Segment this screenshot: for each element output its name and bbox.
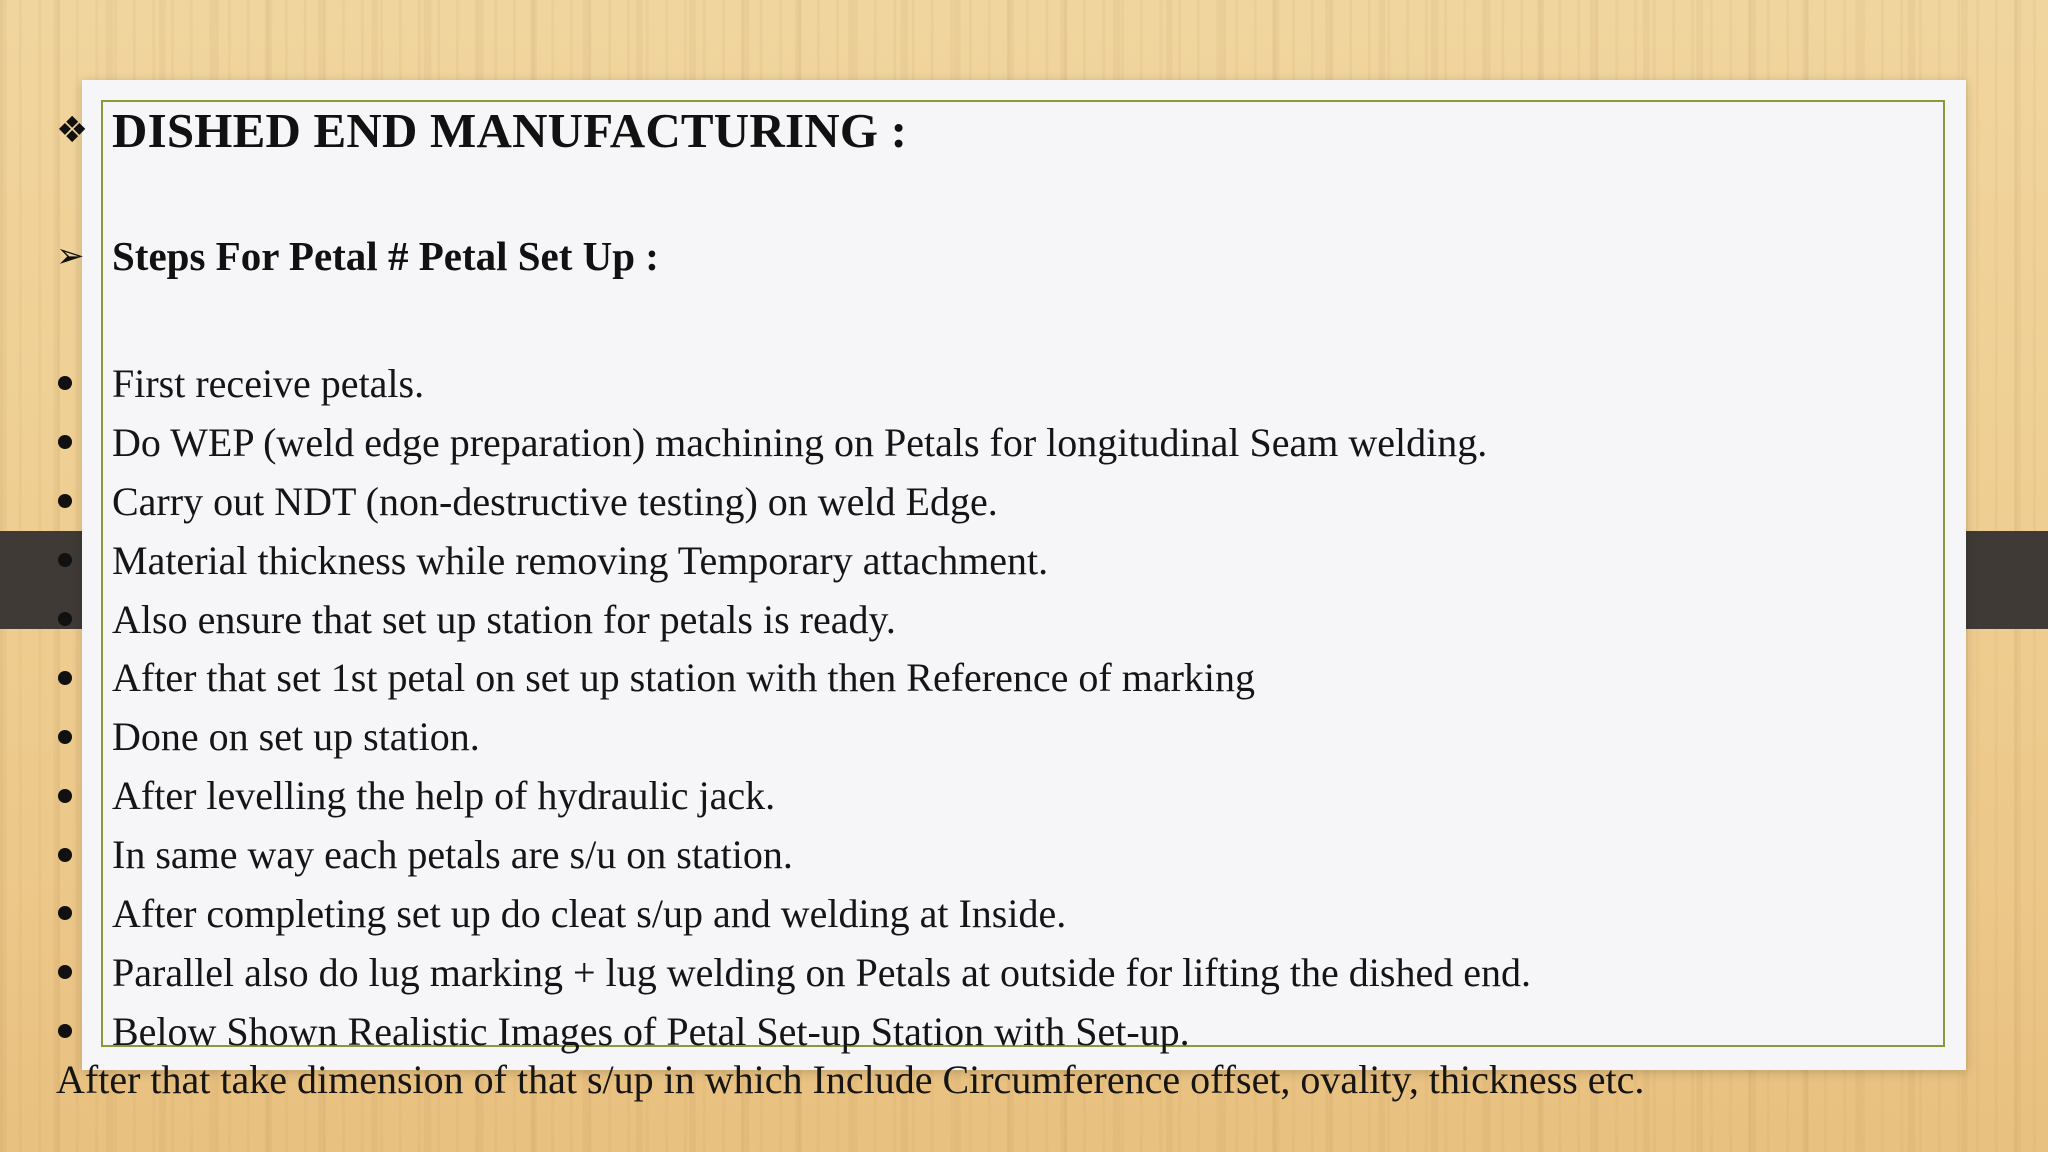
list-item-text: In same way each petals are s/u on station.	[112, 832, 793, 878]
list-item-text: Done on set up station.	[112, 714, 480, 760]
list-item-text: After completing set up do cleat s/up and welding at Inside.	[112, 890, 1067, 936]
bullet-list	[56, 354, 1531, 1061]
list-item	[56, 472, 1531, 531]
list-item	[56, 707, 1531, 766]
section-heading: Steps For Petal # Petal Set Up :	[112, 233, 659, 279]
list-item-text: Below Shown Realistic Images of Petal Set-up Station with Set-up.	[112, 1008, 1190, 1054]
list-item	[56, 413, 1531, 472]
list-item	[56, 648, 1531, 707]
list-item	[56, 531, 1531, 590]
title-row	[56, 98, 907, 162]
slide-title: DISHED END MANUFACTURING :	[112, 102, 908, 158]
list-item-text: Material thickness while removing Temporary attachment.	[112, 537, 1049, 583]
list-item	[56, 354, 1531, 413]
list-item-text: Do WEP (weld edge preparation) machining on Petals for longitudinal Seam welding.	[112, 419, 1488, 465]
list-item	[56, 825, 1531, 884]
list-item	[56, 766, 1531, 825]
list-item-text: Carry out NDT (non-destructive testing) on weld Edge.	[112, 478, 998, 524]
diamond-four-icon: ❖	[56, 109, 89, 151]
arrowhead-icon: ➢	[56, 236, 85, 276]
footer-text: After that take dimension of that s/up in which Include Circumference offset, ovality, thickness etc.	[56, 1057, 1645, 1102]
list-item-text: Also ensure that set up station for petals is ready.	[112, 596, 896, 642]
list-item	[56, 1002, 1531, 1061]
list-item-text: After that set 1st petal on set up station with then Reference of marking	[112, 655, 1256, 701]
subtitle-row	[56, 226, 659, 286]
list-item-text: Parallel also do lug marking + lug welding on Petals at outside for lifting the dished end.	[112, 949, 1531, 995]
list-item-text: First receive petals.	[112, 360, 425, 406]
list-item-text: After levelling the help of hydraulic jack.	[112, 773, 776, 819]
list-item	[56, 884, 1531, 943]
list-item	[56, 590, 1531, 649]
list-item	[56, 943, 1531, 1002]
